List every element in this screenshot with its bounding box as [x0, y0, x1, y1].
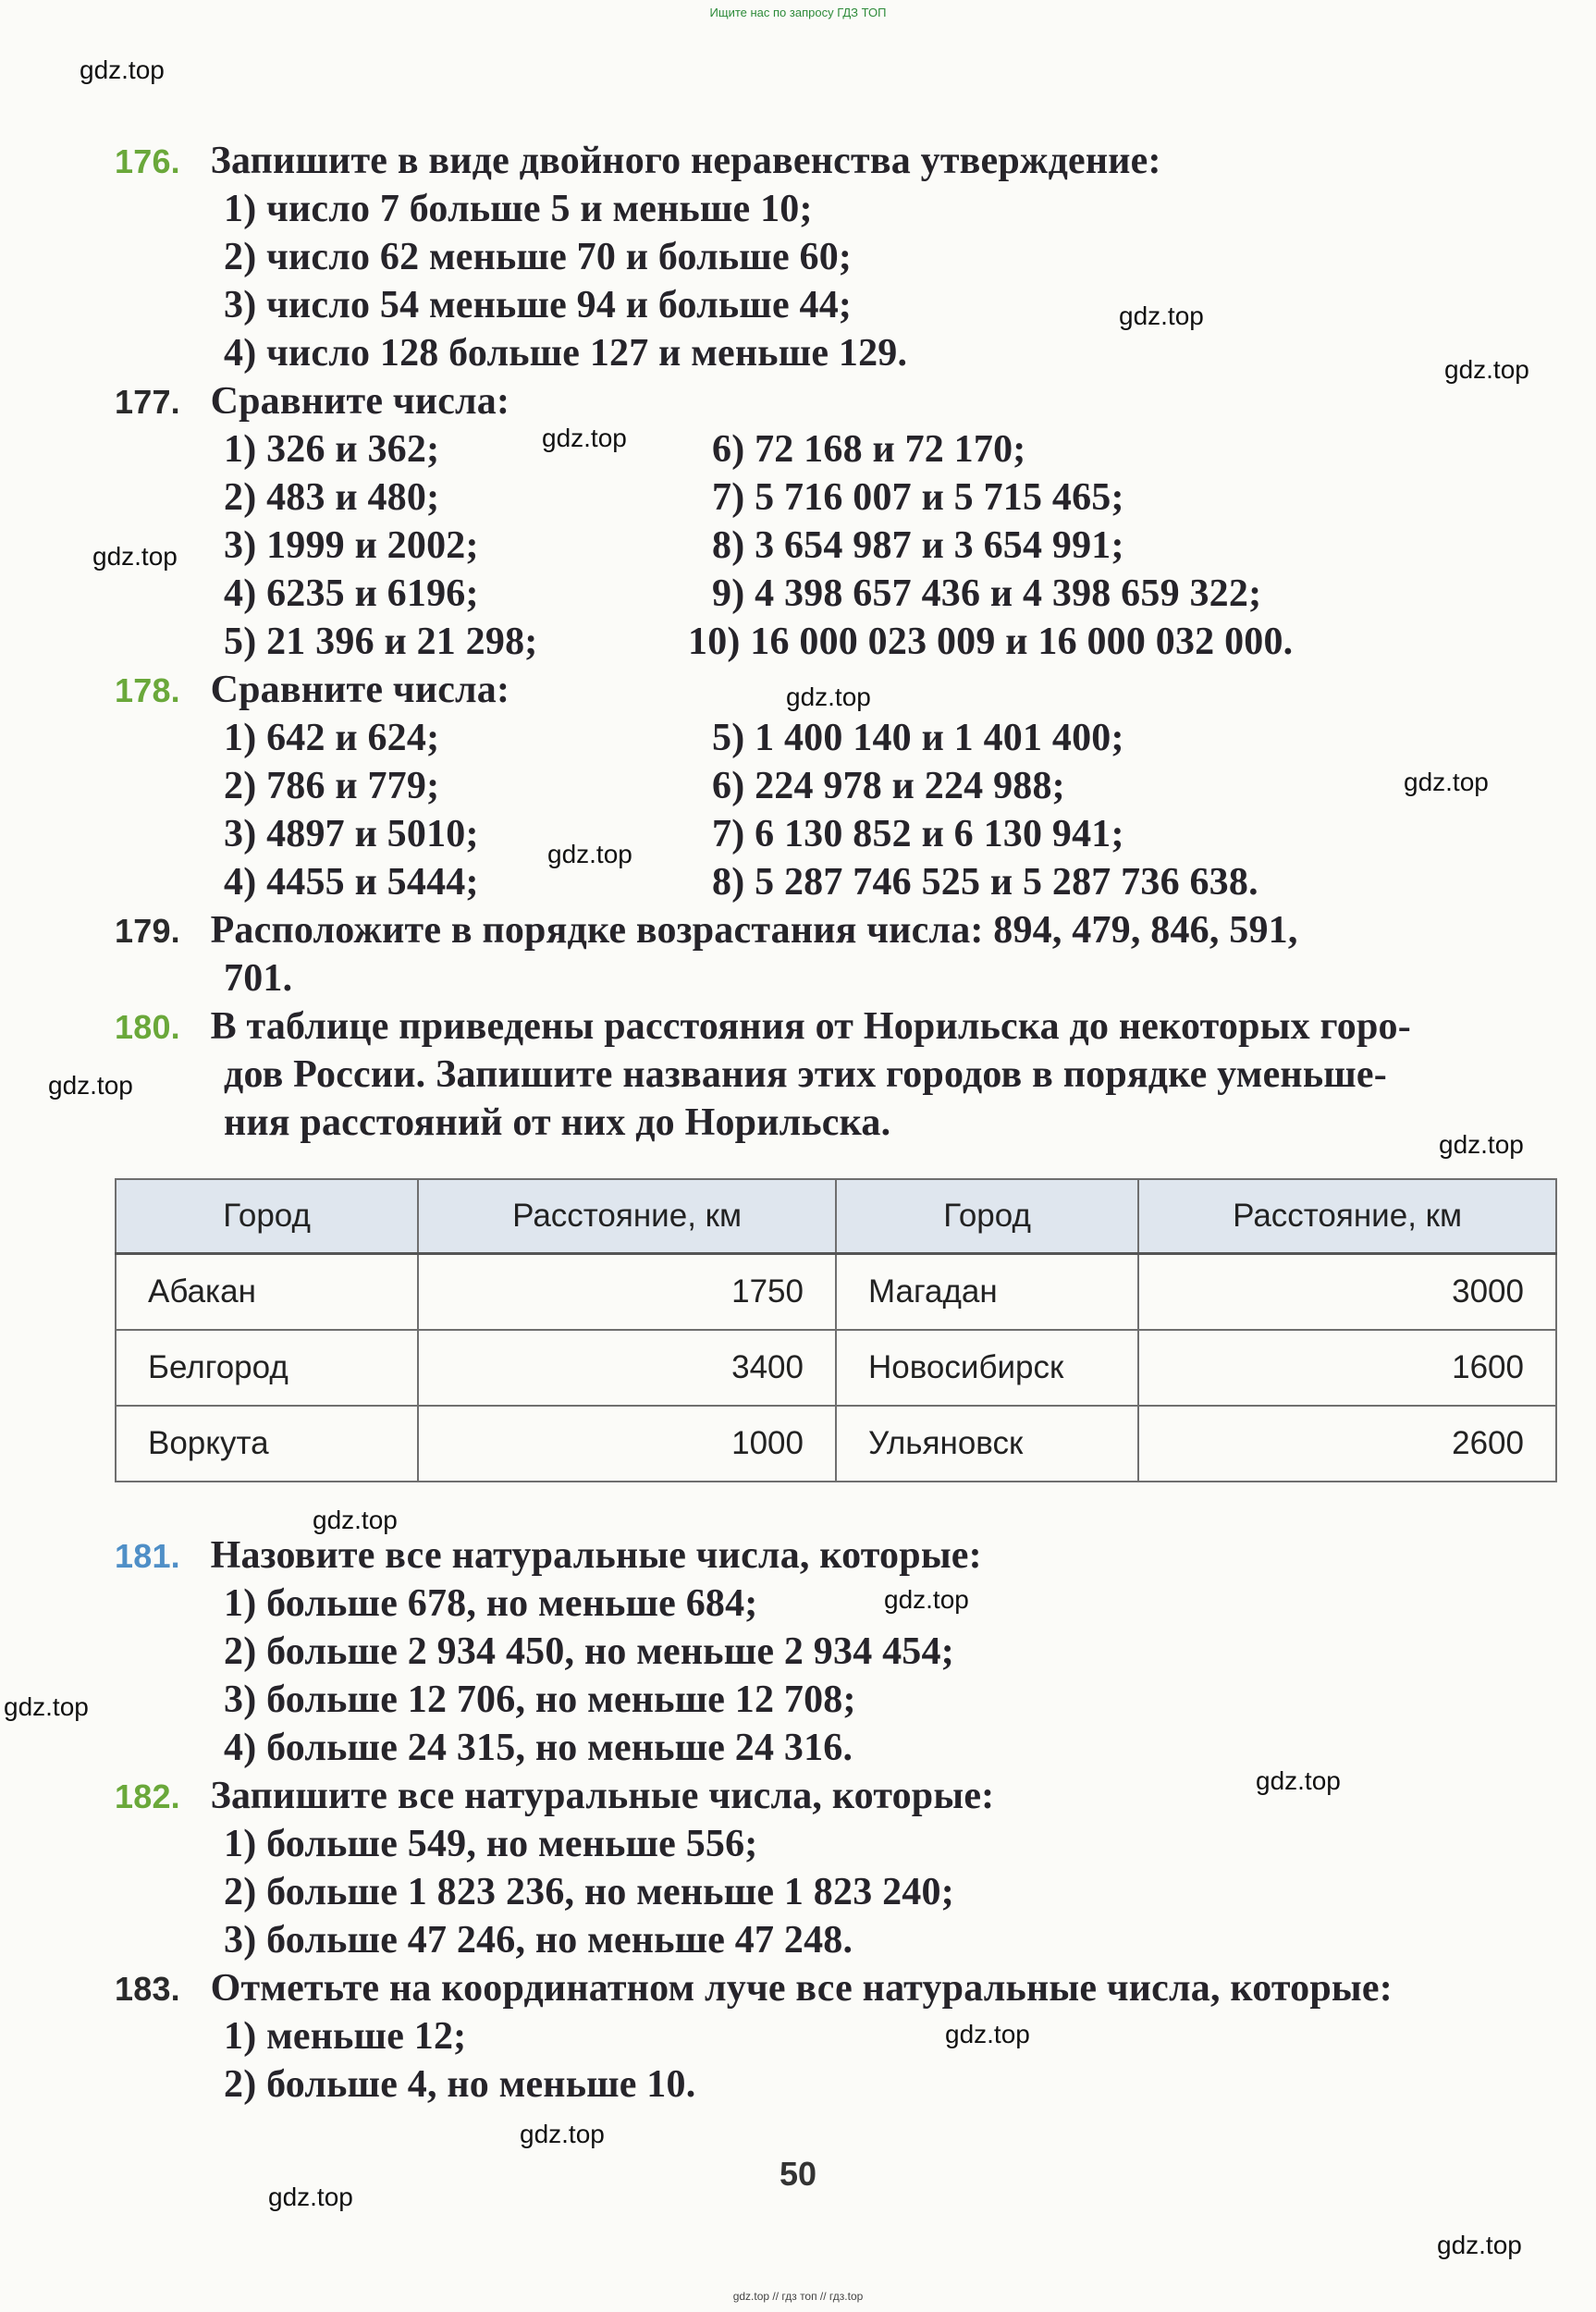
- watermark: gdz.top: [92, 542, 178, 571]
- watermark: gdz.top: [4, 1692, 89, 1721]
- exercise-title: Запишите в виде двойного неравенства утверждение:: [210, 140, 1161, 182]
- exercise-item: 3) 1999 и 2002;: [224, 524, 479, 567]
- table-header-row: [116, 1179, 1556, 1254]
- distance-cell: 1600: [1138, 1330, 1556, 1406]
- watermark: gdz.top: [1437, 2231, 1522, 2259]
- search-banner[interactable]: Ищите нас по запросу ГДЗ ТОП: [709, 6, 887, 19]
- table-row: [116, 1330, 1556, 1406]
- exercise-text: 701.: [224, 957, 293, 1000]
- exercise-item: 4) больше 24 315, но меньше 24 316.: [224, 1727, 853, 1769]
- exercise-item: 9) 4 398 657 436 и 4 398 659 322;: [712, 572, 1262, 615]
- table-row: [116, 1406, 1556, 1482]
- city-cell: Абакан: [116, 1254, 418, 1331]
- city-cell: Магадан: [836, 1254, 1138, 1331]
- exercise-number: 182.: [115, 1777, 180, 1815]
- table-header-cell: Город: [836, 1179, 1138, 1254]
- exercise-181-title-line: [115, 1531, 982, 1580]
- exercise-item: 4) 6235 и 6196;: [224, 572, 479, 615]
- page-number: 50: [779, 2155, 817, 2193]
- exercise-number: 183.: [115, 1970, 180, 2008]
- exercise-text: дов России. Запишите названия этих городов в порядке уменьше-: [224, 1053, 1387, 1096]
- exercise-text: ния расстояний от них до Норильска.: [224, 1101, 891, 1144]
- exercise-title: Сравните числа:: [210, 380, 510, 423]
- exercise-item: 1) число 7 больше 5 и меньше 10;: [224, 188, 813, 230]
- distance-cell: 1750: [418, 1254, 836, 1331]
- distance-cell: 1000: [418, 1406, 836, 1482]
- city-cell: Белгород: [116, 1330, 418, 1406]
- exercise-item: 3) число 54 меньше 94 и больше 44;: [224, 284, 853, 326]
- table-row: [116, 1254, 1556, 1331]
- exercise-text: Расположите в порядке возрастания числа: 894, 479, 846, 591,: [210, 909, 1298, 952]
- exercise-title: Назовите все натуральные числа, которые:: [210, 1534, 982, 1577]
- exercise-item: 1) больше 549, но меньше 556;: [224, 1823, 758, 1865]
- exercise-177-title-line: [115, 377, 509, 426]
- exercise-item: 3) больше 12 706, но меньше 12 708;: [224, 1679, 856, 1721]
- exercise-title: Запишите все натуральные числа, которые:: [210, 1775, 995, 1817]
- exercise-item: 6) 224 978 и 224 988;: [712, 765, 1065, 807]
- exercise-number: 177.: [115, 383, 180, 421]
- exercise-number: 180.: [115, 1008, 180, 1046]
- distance-cell: 3000: [1138, 1254, 1556, 1331]
- distance-table: [115, 1178, 1557, 1482]
- watermark: gdz.top: [520, 2120, 605, 2148]
- exercise-item: 7) 6 130 852 и 6 130 941;: [712, 813, 1124, 855]
- footer-banner[interactable]: gdz.top // гдз топ // гдз.top: [732, 2290, 864, 2303]
- exercise-item: 8) 3 654 987 и 3 654 991;: [712, 524, 1124, 567]
- exercise-176-title-line: [115, 137, 1161, 186]
- watermark: gdz.top: [786, 683, 871, 711]
- exercise-item: 3) 4897 и 5010;: [224, 813, 479, 855]
- exercise-title: Отметьте на координатном луче все натуральные числа, которые:: [210, 1967, 1393, 2010]
- exercise-item: 2) больше 4, но меньше 10.: [224, 2063, 696, 2106]
- exercise-item: 6) 72 168 и 72 170;: [712, 428, 1026, 471]
- watermark: gdz.top: [48, 1071, 133, 1100]
- exercise-item: 1) 326 и 362;: [224, 428, 440, 471]
- exercise-180-line: [115, 1002, 1411, 1051]
- exercise-182-title-line: [115, 1772, 994, 1821]
- exercise-item: 5) 1 400 140 и 1 401 400;: [712, 717, 1124, 759]
- exercise-178-title-line: [115, 666, 509, 715]
- exercise-number: 176.: [115, 142, 180, 180]
- distance-cell: 2600: [1138, 1406, 1556, 1482]
- watermark: gdz.top: [1404, 768, 1489, 796]
- exercise-183-title-line: [115, 1964, 1393, 2013]
- city-cell: Новосибирск: [836, 1330, 1138, 1406]
- exercise-item: 1) меньше 12;: [224, 2015, 467, 2058]
- exercise-item: 7) 5 716 007 и 5 715 465;: [712, 476, 1124, 519]
- exercise-item: 2) больше 2 934 450, но меньше 2 934 454;: [224, 1630, 954, 1673]
- table-header-cell: Расстояние, км: [418, 1179, 836, 1254]
- exercise-item: 2) больше 1 823 236, но меньше 1 823 240;: [224, 1871, 954, 1913]
- watermark: gdz.top: [547, 840, 632, 868]
- watermark: gdz.top: [1256, 1766, 1341, 1795]
- exercise-item: 1) 642 и 624;: [224, 717, 440, 759]
- watermark: gdz.top: [884, 1585, 969, 1614]
- watermark: gdz.top: [313, 1506, 398, 1534]
- table-header-cell: Расстояние, км: [1138, 1179, 1556, 1254]
- distance-cell: 3400: [418, 1330, 836, 1406]
- exercise-number: 179.: [115, 912, 180, 950]
- watermark: gdz.top: [1444, 355, 1529, 384]
- table-header-cell: Город: [116, 1179, 418, 1254]
- exercise-item: 2) 483 и 480;: [224, 476, 440, 519]
- watermark: gdz.top: [1119, 301, 1204, 330]
- exercise-item: 2) 786 и 779;: [224, 765, 440, 807]
- exercise-item: 3) больше 47 246, но меньше 47 248.: [224, 1919, 853, 1962]
- city-cell: Воркута: [116, 1406, 418, 1482]
- watermark: gdz.top: [80, 55, 165, 84]
- exercise-title: Сравните числа:: [210, 669, 510, 711]
- exercise-number: 178.: [115, 671, 180, 709]
- exercise-179-line: [115, 906, 1298, 955]
- watermark: gdz.top: [945, 2020, 1030, 2048]
- exercise-item: 10) 16 000 023 009 и 16 000 032 000.: [688, 621, 1294, 663]
- exercise-number: 181.: [115, 1537, 180, 1575]
- city-cell: Ульяновск: [836, 1406, 1138, 1482]
- watermark: gdz.top: [1439, 1130, 1524, 1159]
- exercise-item: 1) больше 678, но меньше 684;: [224, 1582, 758, 1625]
- exercise-item: 8) 5 287 746 525 и 5 287 736 638.: [712, 861, 1258, 904]
- exercise-text: В таблице приведены расстояния от Норильска до некоторых горо-: [210, 1005, 1411, 1048]
- watermark: gdz.top: [542, 424, 627, 452]
- exercise-item: 4) 4455 и 5444;: [224, 861, 479, 904]
- exercise-item: 2) число 62 меньше 70 и больше 60;: [224, 236, 853, 278]
- exercise-item: 5) 21 396 и 21 298;: [224, 621, 538, 663]
- exercise-item: 4) число 128 больше 127 и меньше 129.: [224, 332, 908, 375]
- watermark: gdz.top: [268, 2183, 353, 2211]
